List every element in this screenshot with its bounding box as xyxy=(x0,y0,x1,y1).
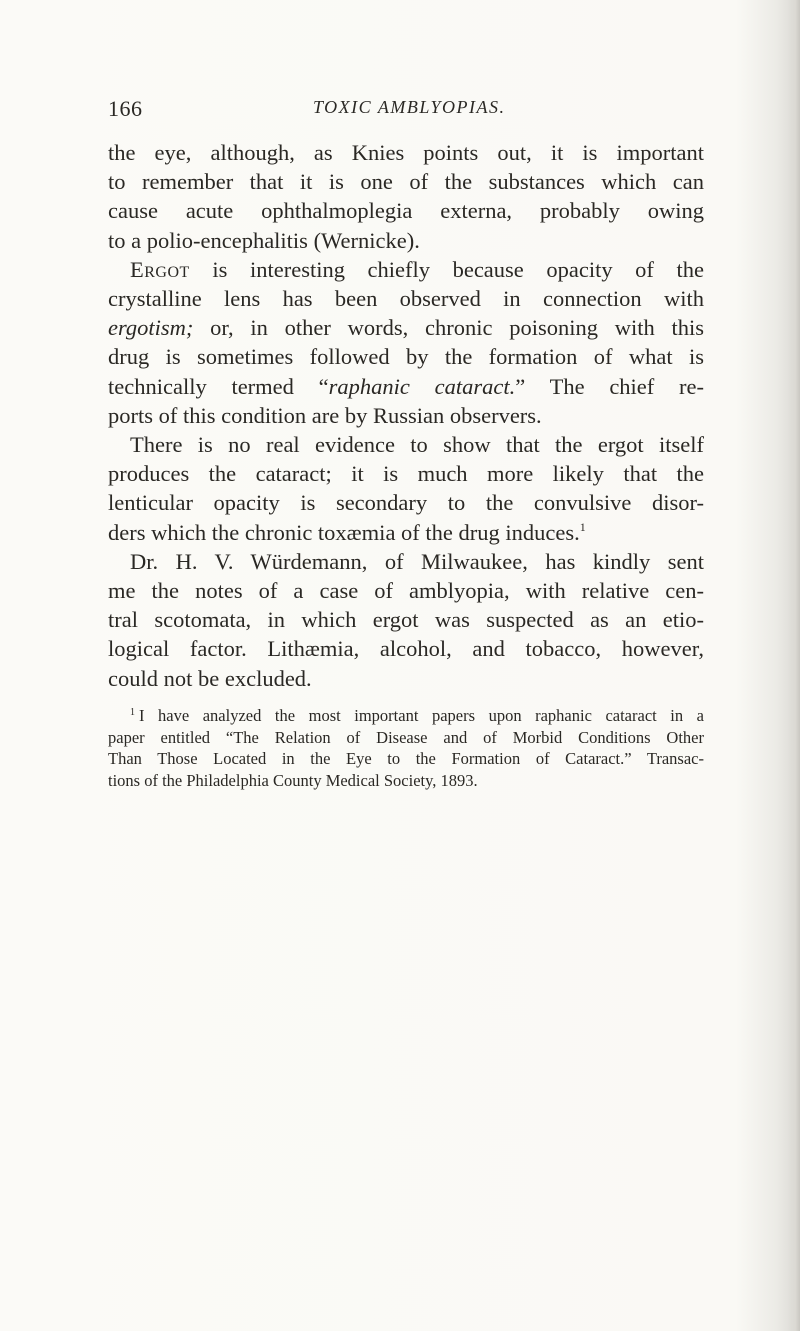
text-line: logical factor. Lithæmia, alcohol, and tobacco, however, xyxy=(108,636,704,662)
text-line xyxy=(108,518,704,547)
page-header xyxy=(108,96,704,126)
text-line xyxy=(108,372,704,401)
footnote-marker: 1 xyxy=(130,707,135,718)
text-line: me the notes of a case of amblyopia, with relative cen- xyxy=(108,578,704,604)
page-number: 166 xyxy=(108,96,143,121)
text-line: There is no real evidence to show that the ergot itself xyxy=(130,432,704,458)
text-line: to a polio-encephalitis (Wernicke). xyxy=(108,227,420,253)
text-line xyxy=(108,255,704,284)
text-line: to remember that it is one of the substances which can xyxy=(108,169,704,195)
text-fragment: is interesting chiefly because opacity of the xyxy=(189,256,704,282)
text-fragment: ” The chief re- xyxy=(515,373,705,399)
text-line xyxy=(108,313,704,342)
footnote xyxy=(108,705,704,791)
body-text xyxy=(108,138,704,693)
text-fragment: I have analyzed the most important papers upon raphanic cataract in a xyxy=(139,706,704,725)
text-line: could not be excluded. xyxy=(108,665,312,691)
ergotism-term: ergotism; xyxy=(108,315,194,341)
text-fragment: ders which the chronic toxæmia of the drug induces. xyxy=(108,519,580,545)
text-fragment: or, in other words, chronic poisoning with this xyxy=(193,315,704,341)
page-edge-shadow xyxy=(788,0,800,1331)
text-line: Dr. H. V. Würdemann, of Milwaukee, has kindly sent xyxy=(130,548,704,574)
text-line: crystalline lens has been observed in connection with xyxy=(108,286,704,312)
ergot-heading-word: Ergot xyxy=(130,256,190,282)
running-title: TOXIC AMBLYOPIAS. xyxy=(313,97,506,117)
text-fragment: technically termed “ xyxy=(108,373,329,399)
footnote-line: paper entitled “The Relation of Disease and of Morbid Conditions Other xyxy=(108,727,704,747)
footnote-reference: 1 xyxy=(579,519,586,534)
text-line: the eye, although, as Knies points out, it is important xyxy=(108,140,704,165)
text-line: cause acute ophthalmoplegia externa, probably owing xyxy=(108,198,704,224)
text-line: produces the cataract; it is much more likely that the xyxy=(108,461,704,487)
text-line: lenticular opacity is secondary to the convulsive disor- xyxy=(108,490,704,516)
raphanic-cataract-term: raphanic cataract. xyxy=(328,373,516,399)
footnote-line: tions of the Philadelphia County Medical Society, 1893. xyxy=(108,770,478,790)
footnote-line xyxy=(108,705,704,727)
text-line: ports of this condition are by Russian observers. xyxy=(108,402,542,428)
footnote-line: Than Those Located in the Eye to the Formation of Cataract.” Transac- xyxy=(108,749,704,768)
text-line: tral scotomata, in which ergot was suspected as an etio- xyxy=(108,607,704,633)
text-line: drug is sometimes followed by the formation of what is xyxy=(108,344,704,370)
